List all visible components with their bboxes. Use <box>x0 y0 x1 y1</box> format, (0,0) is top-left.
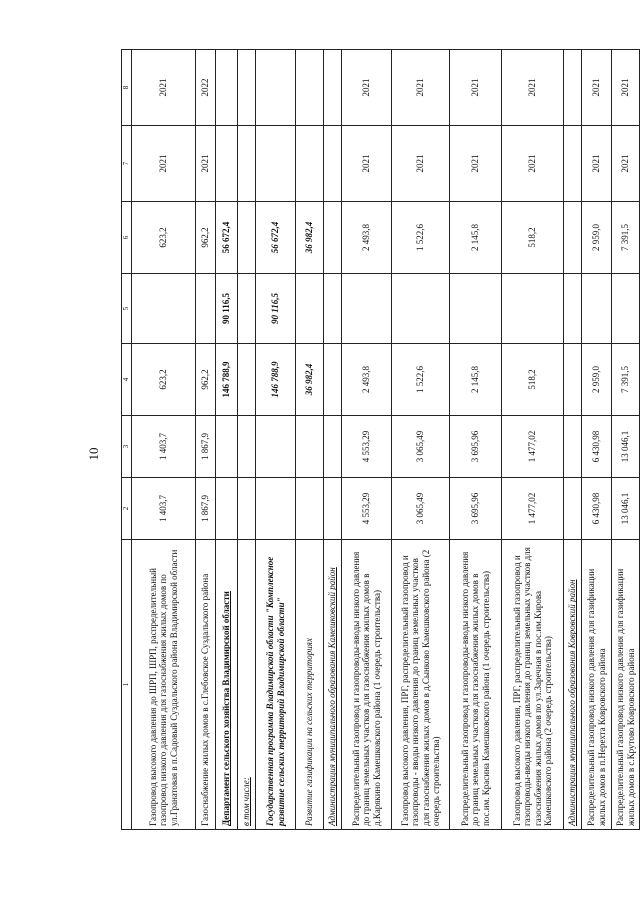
cell: 2 959,0 <box>582 344 612 416</box>
cell: 962,2 <box>196 344 216 416</box>
cell <box>324 344 342 416</box>
header-row <box>122 50 132 830</box>
cell <box>196 274 216 344</box>
cell <box>324 274 342 344</box>
header-cell: 3 <box>122 416 132 478</box>
cell <box>216 126 238 202</box>
row-name: Распределительный газопровод низкого давления для газификации жилых домов в п.Нерехта Ковровского района <box>582 540 612 830</box>
cell <box>238 274 256 344</box>
cell: 518,2 <box>502 202 564 274</box>
cell: 56 672,4 <box>256 202 296 274</box>
cell: 1 403,7 <box>132 416 196 478</box>
cell <box>612 274 640 344</box>
row-name: Администрация муниципального образования Камешковский район <box>324 540 342 830</box>
cell: 7 391,5 <box>612 344 640 416</box>
cell: 2021 <box>612 50 640 126</box>
cell: 2 493,8 <box>342 344 392 416</box>
cell: 146 788,9 <box>216 344 238 416</box>
cell: 962,2 <box>196 202 216 274</box>
cell <box>564 274 582 344</box>
cell: 2021 <box>502 50 564 126</box>
row-name: Распределительный газопровод и газопроводы-вводы низкого давления до границ земельных участков для газоснабжения жилых домов в д.Карякино Камешковского района (1 очередь строительства) <box>342 540 392 830</box>
cell <box>296 126 324 202</box>
cell <box>238 344 256 416</box>
header-cell: 2 <box>122 478 132 540</box>
cell: 623,2 <box>132 344 196 416</box>
cell <box>296 274 324 344</box>
cell <box>256 126 296 202</box>
table-row <box>196 50 216 830</box>
cell <box>324 50 342 126</box>
header-cell: 4 <box>122 344 132 416</box>
rotated-table-wrapper <box>121 50 636 830</box>
table-row <box>582 50 612 830</box>
page-number: 10 <box>86 447 101 461</box>
cell: 3 695,96 <box>450 478 502 540</box>
cell <box>216 478 238 540</box>
header-cell: 1 <box>122 540 132 830</box>
cell: 1 867,9 <box>196 478 216 540</box>
cell <box>324 416 342 478</box>
row-name: Администрация муниципального образования Ковровский район <box>564 540 582 830</box>
cell: 90 116,5 <box>256 274 296 344</box>
table-row <box>502 50 564 830</box>
cell: 2021 <box>450 126 502 202</box>
cell: 2021 <box>196 126 216 202</box>
cell <box>238 416 256 478</box>
cell: 2 145,8 <box>450 202 502 274</box>
table-row <box>564 50 582 830</box>
cell: 3 695,96 <box>450 416 502 478</box>
cell <box>564 202 582 274</box>
cell <box>296 50 324 126</box>
table-row <box>324 50 342 830</box>
cell <box>256 478 296 540</box>
cell: 3 065,49 <box>392 416 450 478</box>
cell <box>564 478 582 540</box>
table-row <box>132 50 196 830</box>
cell <box>564 416 582 478</box>
table-row <box>216 50 238 830</box>
row-name: в том числе: <box>238 540 256 830</box>
table-row <box>296 50 324 830</box>
cell: 1 867,9 <box>196 416 216 478</box>
cell: 4 553,29 <box>342 478 392 540</box>
cell: 2021 <box>612 126 640 202</box>
cell: 1 477,02 <box>502 478 564 540</box>
cell: 2021 <box>582 50 612 126</box>
row-name: Газопровод высокого давления до ШРП, ШРП, распределительный газопровод низкого давления для газоснабжения жилых домов по ул.Гранатовая в п.Садовый Суздальского района Владимирской области <box>132 540 196 830</box>
table-row <box>256 50 296 830</box>
cell <box>238 202 256 274</box>
cell: 1 522,6 <box>392 344 450 416</box>
cell: 3 065,49 <box>392 478 450 540</box>
cell: 2021 <box>342 50 392 126</box>
row-name: Государственная программа Владимирской области "Комплексное развитие сельских территорий Владимирской области" <box>256 540 296 830</box>
cell <box>238 478 256 540</box>
cell <box>256 416 296 478</box>
cell: 2021 <box>342 126 392 202</box>
cell: 2021 <box>132 126 196 202</box>
cell <box>564 126 582 202</box>
cell: 2 959,0 <box>582 202 612 274</box>
cell: 2021 <box>502 126 564 202</box>
row-name: Газопровод высокого давления, ПРГ, распределительный газопровод и газопроводы-вводы низкого давления до границ земельных участков для газоснабжения жилых домов по ул.Заречная в пос.им.Кирова Камешковского района (2 очередь строительства) <box>502 540 564 830</box>
header-cell: 6 <box>122 202 132 274</box>
cell: 2022 <box>196 50 216 126</box>
table-row <box>238 50 256 830</box>
cell <box>132 274 196 344</box>
cell <box>296 416 324 478</box>
row-name: Газоснабжение жилых домов в с.Глебовское Суздальского района <box>196 540 216 830</box>
row-name: Газопровод высокого давления, ПРГ, распределительный газопровод и газопроводы - вводы низкого давления до границ земельных участков для газоснабжения жилых домов в д.Сынково Камешковского района (2 очередь строительства) <box>392 540 450 830</box>
cell: 2 493,8 <box>342 202 392 274</box>
cell <box>238 126 256 202</box>
cell: 2021 <box>392 50 450 126</box>
row-name: Развитие газификации на сельских территориях <box>296 540 324 830</box>
cell: 36 982,4 <box>296 202 324 274</box>
cell: 518,2 <box>502 344 564 416</box>
header-cell: 5 <box>122 274 132 344</box>
header-cell: 7 <box>122 126 132 202</box>
cell: 56 672,4 <box>216 202 238 274</box>
cell: 1 477,02 <box>502 416 564 478</box>
cell <box>450 274 502 344</box>
cell <box>582 274 612 344</box>
cell <box>216 416 238 478</box>
cell: 1 403,7 <box>132 478 196 540</box>
cell <box>564 344 582 416</box>
header-cell: 8 <box>122 50 132 126</box>
row-name: Распределительный газопровод и газопроводы-вводы низкого давления до границ земельных участков для газоснабжения жилых домов в пос.им. Красина Камешковского района (1 очередь строительства) <box>450 540 502 830</box>
cell: 2 145,8 <box>450 344 502 416</box>
cell: 2021 <box>392 126 450 202</box>
cell <box>392 274 450 344</box>
cell <box>324 202 342 274</box>
cell: 7 391,5 <box>612 202 640 274</box>
cell: 13 046,1 <box>612 478 640 540</box>
table-row <box>450 50 502 830</box>
table-row <box>612 50 640 830</box>
cell <box>238 50 256 126</box>
cell: 6 430,98 <box>582 478 612 540</box>
cell: 13 046,1 <box>612 416 640 478</box>
cell <box>342 274 392 344</box>
cell <box>296 478 324 540</box>
cell: 2021 <box>132 50 196 126</box>
cell: 36 982,4 <box>296 344 324 416</box>
cell: 2021 <box>582 126 612 202</box>
cell: 623,2 <box>132 202 196 274</box>
cell <box>502 274 564 344</box>
cell <box>216 50 238 126</box>
row-name: Департамент сельского хозяйства Владимирской области <box>216 540 238 830</box>
cell: 90 116,5 <box>216 274 238 344</box>
cell <box>324 478 342 540</box>
cell: 2021 <box>450 50 502 126</box>
cell: 6 430,98 <box>582 416 612 478</box>
cell: 4 553,29 <box>342 416 392 478</box>
cell <box>564 50 582 126</box>
cell: 146 788,9 <box>256 344 296 416</box>
cell <box>324 126 342 202</box>
row-name: Распределительный газопровод низкого давления для газификации жилых домов в с.Крутово Ковровского района <box>612 540 640 830</box>
financing-table <box>121 49 640 830</box>
cell <box>256 50 296 126</box>
table-row <box>342 50 392 830</box>
table-row <box>392 50 450 830</box>
cell: 1 522,6 <box>392 202 450 274</box>
